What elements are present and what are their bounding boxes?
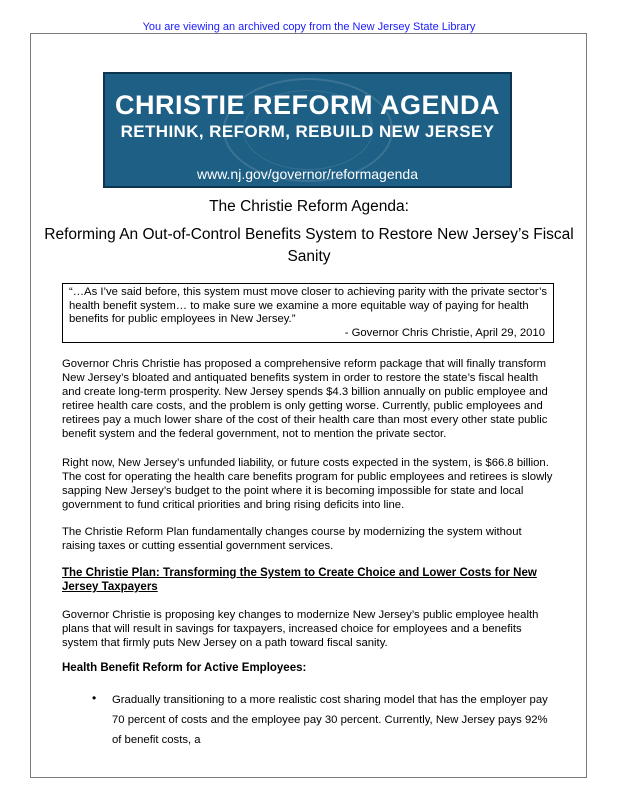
document-title-line-1: The Christie Reform Agenda: [209,198,409,215]
banner-title: CHRISTIE REFORM AGENDA [114,90,500,120]
bullet-item: Gradually transitioning to a more realistic cost sharing model that has the employer pay 70 percent of costs and the employee pay 30 percent. Currently, New Jersey pays 92% of benefit costs, a [112,694,548,746]
reform-plan-paragraph: The Christie Reform Plan fundamentally changes course by modernizing the system without raising taxes or cutting essential government services. [62,526,522,552]
sub-heading-active-employees: Health Benefit Reform for Active Employees: [62,662,307,674]
liability-paragraph: Right now, New Jersey’s unfunded liability, or future costs expected in the system, is $66.8 billion. The cost for operating the health care benefits program for public employees and retirees is slowly sapping New Jersey’s budget to the point where it is becoming impossible for state and local government to fund critical priorities and bring rising deficits into line. [62,457,553,511]
document-title-line-2: Reforming An Out-of-Control Benefits System to Restore New Jersey’s Fiscal Sanity [44,226,574,265]
reform-agenda-banner [103,72,512,188]
governor-quote-box [62,283,554,343]
section-paragraph: Governor Christie is proposing key changes to modernize New Jersey’s public employee health plans that will result in savings for taxpayers, increased choice for employees and a benefits system that firmly puts New Jersey on a path toward fiscal sanity. [62,609,539,649]
archive-notice: You are viewing an archived copy from the New Jersey State Library [142,21,476,33]
section-heading: The Christie Plan: Transforming the System to Create Choice and Lower Costs for New Jersey Taxpayers [62,567,537,593]
document-title [40,196,578,268]
quote-text: “…As I’ve said before, this system must move closer to achieving parity with the private sector’s health benefit system… to make sure we examine a more equitable way of paying for health benefits for public employees in New Jersey.” [69,286,548,325]
banner-url: www.nj.gov/governor/reformagenda [196,166,418,182]
intro-paragraph: Governor Chris Christie has proposed a comprehensive reform package that will finally transform New Jersey’s bloated and antiquated benefits system in order to restore the state’s fiscal health and create long-term prosperity. New Jersey spends $4.3 billion annually on public employee and retiree health care costs, and the problem is only getting worse. Currently, public employees and retirees pay a much lower share of the cost of their health care than most every other state public benefit system and the federal government, not to mention the private sector. [62,358,548,440]
bullet-icon: • [92,691,97,705]
banner-subtitle: RETHINK, REFORM, REBUILD NEW JERSEY [120,122,495,141]
quote-attribution: - Governor Chris Christie, April 29, 2010 [344,326,545,339]
